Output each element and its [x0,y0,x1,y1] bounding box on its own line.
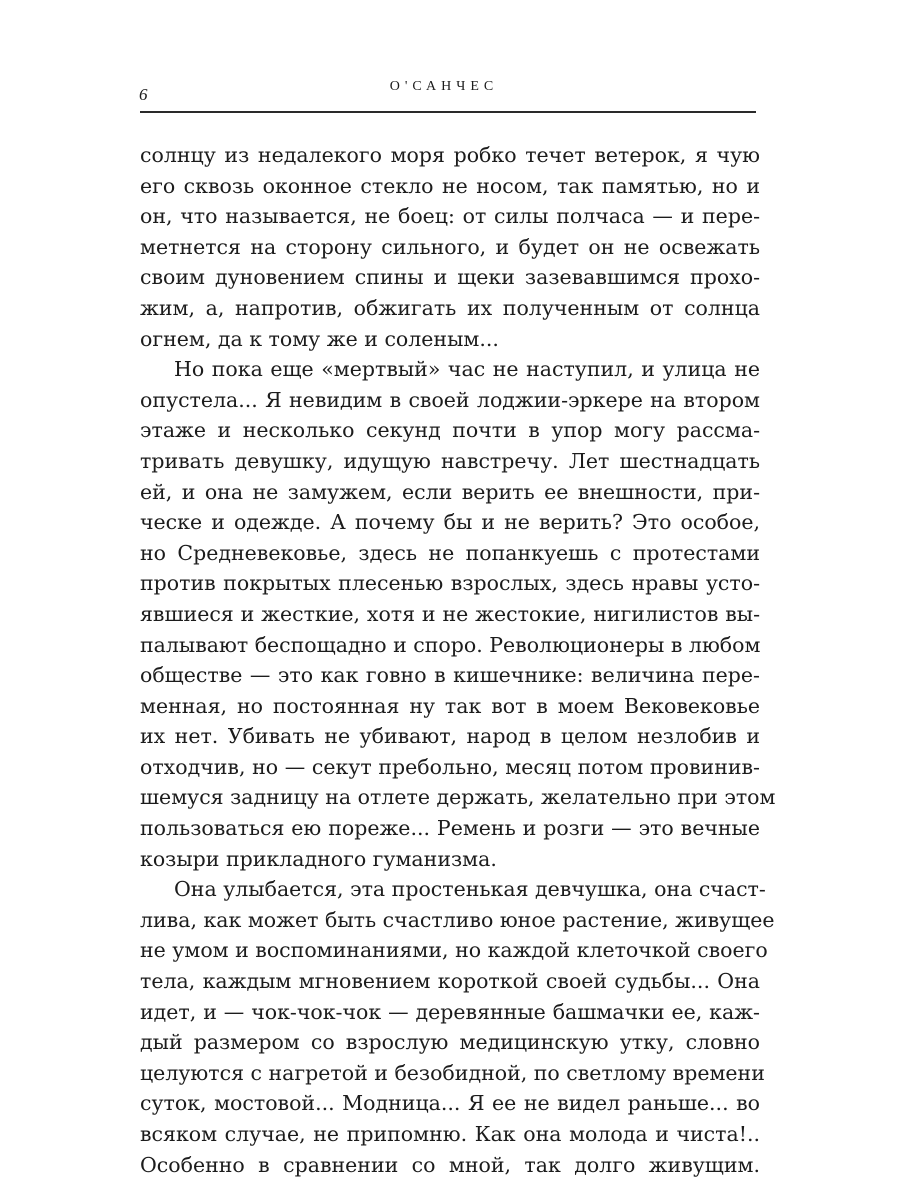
text-line: не умом и воспоминаниями, но каждой клеточкой своего [140,938,768,963]
text-line: ческе и одежде. А почему бы и не верить? Это особое, [140,510,760,535]
text-line: Особенно в сравнении со мной, так долго живущим. [140,1152,760,1177]
text-line: он, что называется, не боец: от силы полчаса — и пере- [140,204,760,229]
header-rule [140,111,756,113]
text-line: опустела... Я невидим в своей лоджии-эркере на втором [140,387,760,412]
text-line: ей, и она не замужем, если верить ее внешности, при- [140,479,760,504]
text-line: метнется на сторону сильного, и будет он не освежать [140,234,760,259]
text-line: солнцу из недалекого моря робко течет ветерок, я чую [140,143,760,167]
text-line: огнем, да к тому же и соленым... [140,326,499,351]
page-number: 6 [139,85,148,104]
text-line: козыри прикладного гуманизма. [140,846,497,871]
body-text [140,140,776,1180]
text-line: пользоваться ею пореже... Ремень и розги — это вечные [140,816,760,841]
text-line: против покрытых плесенью взрослых, здесь нравы усто- [140,571,760,596]
text-line: шемуся задницу на отлете держать, желательно при этом [140,785,776,810]
text-line: его сквозь оконное стекло не носом, так памятью, но и [140,173,760,198]
text-line: Она улыбается, эта простенькая девчушка, она счаст- [174,877,766,902]
text-line: целуются с нагретой и безобидной, по светлому времени [140,1060,765,1085]
text-line: отходчив, но — секут пребольно, месяц потом провинив- [140,754,760,779]
text-line: лива, как может быть счастливо юное растение, живущее [140,907,775,932]
text-line: тривать девушку, идущую навстречу. Лет шестнадцать [140,448,760,473]
text-line: но Средневековье, здесь не попанкуешь с протестами [140,540,760,565]
text-line: этаже и несколько секунд почти в упор могу рассма- [140,418,760,443]
text-line: менная, но постоянная ну так вот в моем Вековековье [140,693,760,718]
text-line: суток, мостовой... Модница... Я ее не видел раньше... во [140,1091,760,1116]
text-line: палывают беспощадно и споро. Революционеры в любом [140,632,761,657]
text-line: дый размером со взрослую медицинскую утку, словно [140,1030,760,1055]
text-line: Но пока еще «мертвый» час не наступил, и улица не [174,357,760,382]
text-line: своим дуновением спины и щеки зазевавшимся прохо- [140,265,760,290]
text-line: их нет. Убивать не убивают, народ в целом незлобив и [140,724,760,749]
text-line: тела, каждым мгновением короткой своей судьбы... Она [140,969,760,994]
text-line: обществе — это как говно в кишечнике: величина пере- [140,663,760,688]
text-line: явшиеся и жесткие, хотя и не жестокие, нигилистов вы- [140,601,760,626]
text-line: жим, а, напротив, обжигать их полученным от солнца [140,295,760,320]
running-head: О'САНЧЕС [389,79,499,94]
text-line: идет, и — чок-чок-чок — деревянные башмачки ее, каж- [140,999,760,1024]
text-line: всяком случае, не припомню. Как она молода и чиста!.. [140,1122,760,1146]
